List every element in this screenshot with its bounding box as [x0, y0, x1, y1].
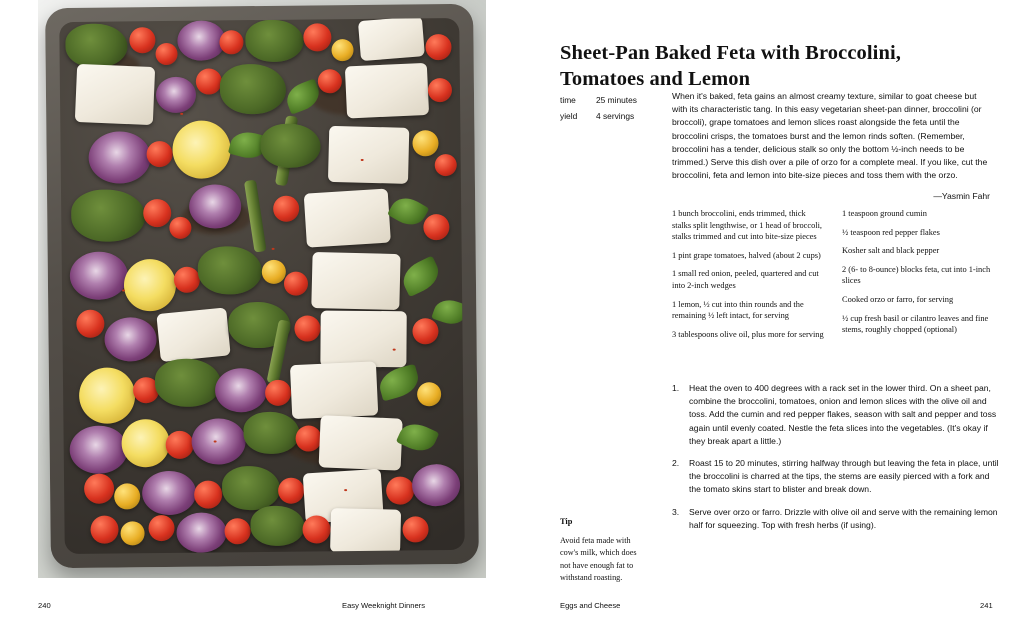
right-page — [512, 0, 1024, 634]
ingredient-item: Cooked orzo or farro, for serving — [842, 294, 954, 304]
recipe-step — [672, 457, 1002, 497]
ingredients-column-1 — [672, 208, 824, 347]
ingredient-item: ½ teaspoon red pepper flakes — [842, 227, 940, 237]
meta-label-yield: yield — [560, 111, 578, 121]
headnote-text: When it's baked, feta gains an almost creamy texture, similar to goat cheese but with its characteristic tang. In this easy vegetarian sheet-pan dinner, broccolini (or broccoli), grape tomatoes and lemon slices roast alongside the feta until the broccolini crisps, the tomatoes burst and the lemon rinds soften. (Remember, broccolini has a tender, delicious stalk so only the bottom ½-inch needs to be trimmed.) Serve this dish over a pile of orzo for a complete meal. If you like, cut the broccolini, feta and lemon into bite-size pieces and toss them with the orzo. — [672, 91, 988, 181]
recipe-headnote — [672, 90, 990, 204]
meta-label-time: time — [560, 95, 576, 105]
ingredient-item: Kosher salt and black pepper — [842, 246, 940, 256]
step-text: Roast 15 to 20 minutes, stirring halfway through but leaving the feta in place, until the broccolini is charred at the tips, the stems are easily pierced with a fork and the tomato skins start to blister and break down. — [689, 458, 999, 495]
recipe-title: Sheet-Pan Baked Feta with Broccolini, Tomatoes and Lemon — [560, 41, 901, 90]
ingredient-item: 1 teaspoon ground cumin — [842, 209, 927, 218]
recipe-byline: —Yasmin Fahr — [933, 191, 990, 202]
recipe-photo — [38, 0, 486, 578]
step-text: Heat the oven to 400 degrees with a rack set in the lower third. On a sheet pan, combine the broccolini, tomatoes, onion and lemon slices with the olive oil and toss. Add the cumin and red pepper flakes, season with salt and pepper and toss again until evenly coated. Nestle the feta slices into the vegetables. (It's okay if they break apart a little.) — [689, 383, 997, 446]
step-number: 2. — [672, 458, 680, 469]
folio-page-number-left: 240 — [38, 601, 51, 610]
tip-block — [560, 516, 646, 585]
ingredients-list — [672, 208, 1002, 347]
step-text: Serve over orzo or farro. Drizzle with olive oil and serve with the remaining lemon half for squeezing. Top with fresh herbs (if using). — [689, 506, 998, 530]
ingredient-item: 1 small red onion, peeled, quartered and cut into 2-inch wedges — [672, 269, 819, 290]
recipe-step — [672, 382, 1002, 448]
ingredient-item: 3 tablespoons olive oil, plus more for serving — [672, 329, 824, 339]
meta-row-yield — [560, 108, 660, 124]
folio-chapter-right: Eggs and Cheese — [560, 601, 621, 610]
step-number: 3. — [672, 506, 680, 517]
meta-value-yield: 4 servings — [596, 111, 635, 121]
recipe-steps — [672, 382, 1002, 541]
ingredient-item: 1 bunch broccolini, ends trimmed, thick stalks split lengthwise, or 1 head of broccoli, stalks trimmed and cut into bite-size pieces — [672, 209, 823, 242]
ingredients-column-2 — [842, 208, 994, 347]
step-number: 1. — [672, 383, 680, 393]
meta-row-time — [560, 92, 660, 108]
folio-chapter-left: Easy Weeknight Dinners — [342, 601, 426, 610]
tip-text: Avoid feta made with cow's milk, which does not have enough fat to withstand roasting. — [560, 535, 637, 583]
tip-heading: Tip — [560, 517, 573, 526]
folio-page-number-right: 241 — [980, 601, 993, 610]
recipe-meta — [560, 92, 660, 124]
ingredient-item: 1 pint grape tomatoes, halved (about 2 cups) — [672, 250, 821, 260]
sheet-pan — [45, 4, 479, 568]
sheet-pan-interior — [59, 18, 465, 554]
ingredient-item: ½ cup fresh basil or cilantro leaves and fine stems, roughly chopped (optional) — [842, 313, 989, 335]
ingredient-item: 1 lemon, ½ cut into thin rounds and the remaining ½ left intact, for serving — [672, 299, 804, 321]
recipe-step — [672, 506, 1002, 532]
meta-value-time: 25 minutes — [596, 95, 637, 105]
ingredient-item: 2 (6- to 8-ounce) blocks feta, cut into 1-inch slices — [842, 264, 991, 286]
